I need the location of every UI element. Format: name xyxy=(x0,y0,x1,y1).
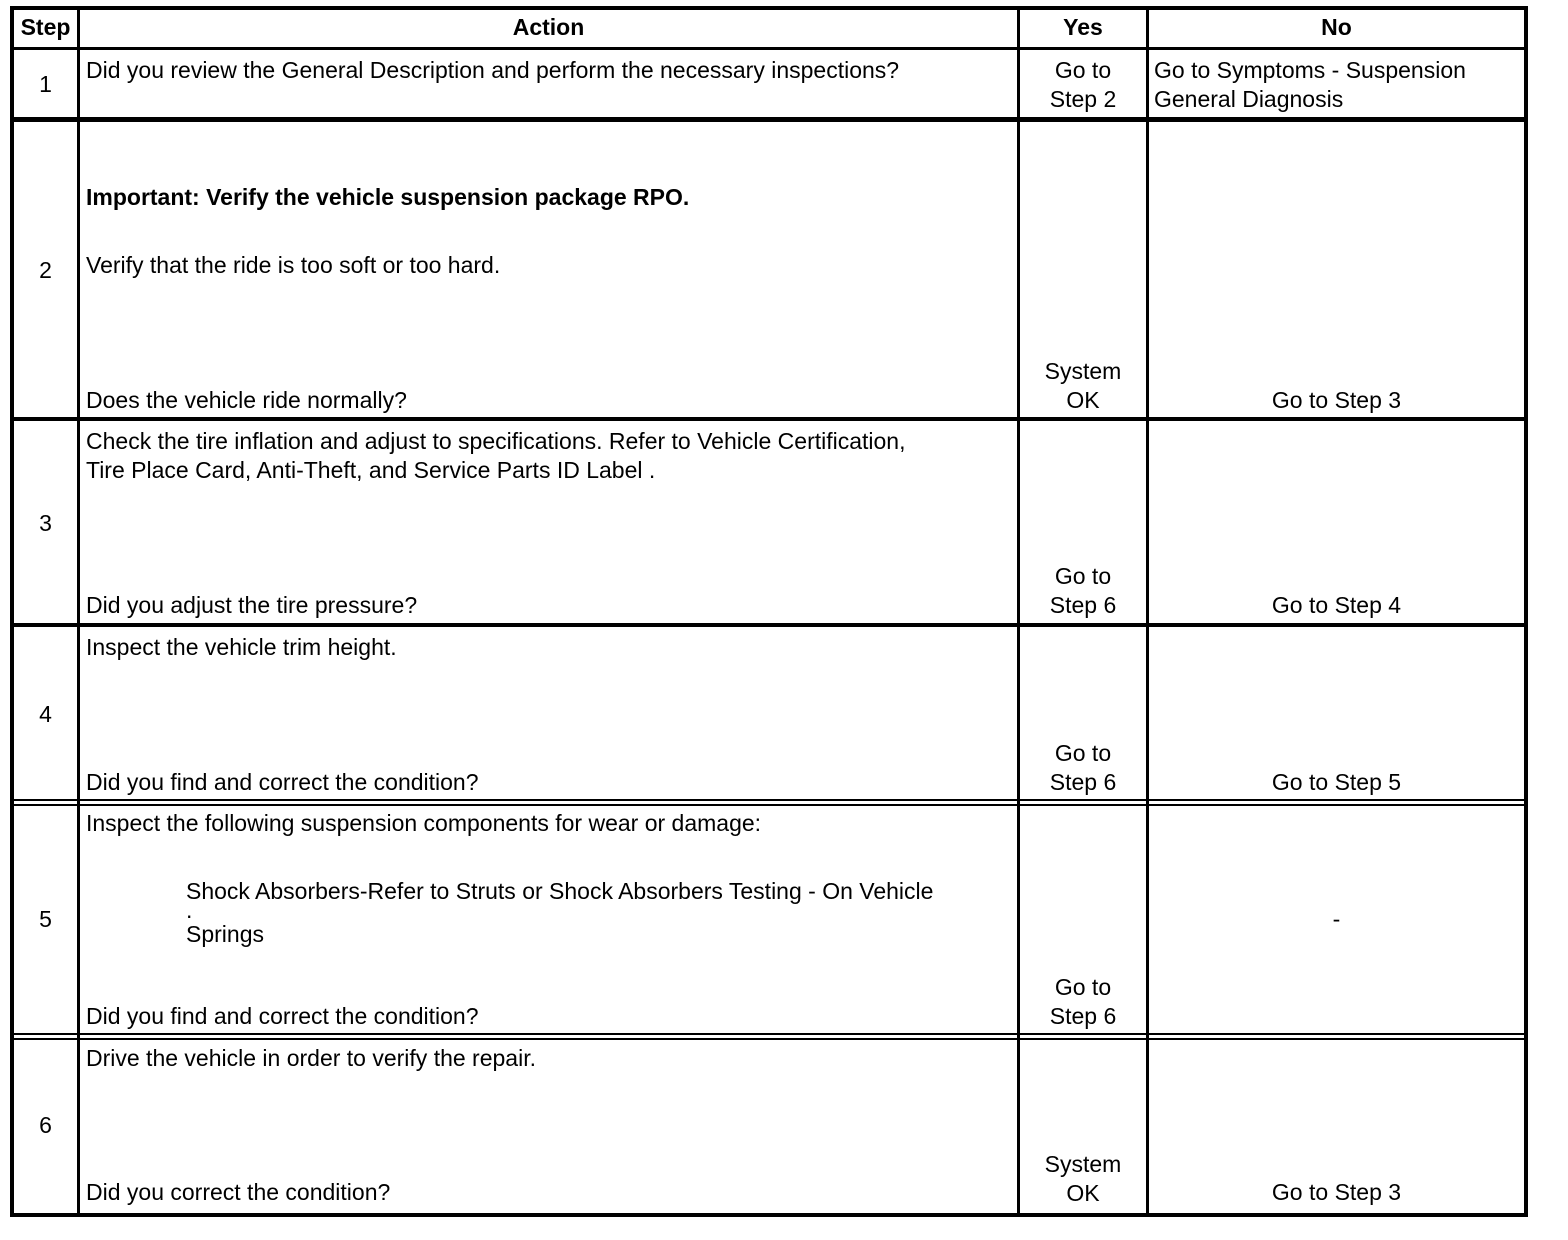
yes-cell xyxy=(1020,973,1146,1030)
yes-line: Go to xyxy=(1054,57,1112,83)
question-text: Did you find and correct the condition? xyxy=(86,1003,479,1029)
yes-cell xyxy=(1020,357,1146,414)
no-cell: Go to Step 3 xyxy=(1271,1179,1402,1205)
no-line: General Diagnosis xyxy=(1154,85,1344,112)
no-line: Go to Symptoms - Suspension xyxy=(1154,57,1466,83)
action-text: Did you review the General Description and perform the necessary inspections? xyxy=(86,57,900,83)
yes-line: OK xyxy=(1066,386,1100,413)
action-text: Inspect the following suspension components for wear or damage: xyxy=(86,810,762,836)
list-item: Springs xyxy=(186,920,264,947)
yes-line: System xyxy=(1044,358,1122,384)
no-cell xyxy=(1154,56,1524,113)
step-number: 2 xyxy=(39,257,52,283)
yes-line: OK xyxy=(1066,1179,1100,1206)
yes-cell xyxy=(1020,739,1146,796)
yes-line: Go to xyxy=(1054,740,1112,766)
step-number: 3 xyxy=(39,510,52,536)
row-divider xyxy=(10,799,1528,806)
row-divider xyxy=(10,47,1528,50)
step-number: 1 xyxy=(39,71,52,97)
header-no: No xyxy=(1321,14,1352,40)
row-divider xyxy=(10,117,1528,122)
action-text: Verify that the ride is too soft or too hard. xyxy=(86,252,501,278)
yes-line: Step 6 xyxy=(1049,1002,1117,1029)
no-cell: - xyxy=(1332,906,1341,932)
row-divider xyxy=(10,417,1528,421)
action-text: Drive the vehicle in order to verify the repair. xyxy=(86,1045,536,1071)
no-cell: Go to Step 4 xyxy=(1271,592,1402,618)
question-text: Did you adjust the tire pressure? xyxy=(86,592,418,618)
yes-line: Step 6 xyxy=(1049,591,1117,618)
action-text xyxy=(86,427,906,484)
no-cell: Go to Step 5 xyxy=(1271,769,1402,795)
question-text: Did you find and correct the condition? xyxy=(86,769,479,795)
table-border-top xyxy=(10,6,1528,10)
yes-line: Go to xyxy=(1054,974,1112,1000)
header-action: Action xyxy=(512,14,585,40)
yes-cell xyxy=(1020,562,1146,619)
action-line: Check the tire inflation and adjust to specifications. Refer to Vehicle Certification, xyxy=(86,428,906,454)
step-number: 4 xyxy=(39,701,52,727)
no-cell: Go to Step 3 xyxy=(1271,387,1402,413)
question-text: Did you correct the condition? xyxy=(86,1179,391,1205)
yes-line: Go to xyxy=(1054,563,1112,589)
list-item: Shock Absorbers-Refer to Struts or Shock Absorbers Testing - On Vehicle xyxy=(186,878,934,904)
step-number: 5 xyxy=(39,906,52,932)
yes-line: Step 2 xyxy=(1049,85,1117,112)
important-note: Important: Verify the vehicle suspension package RPO. xyxy=(86,184,690,210)
row-divider xyxy=(10,623,1528,627)
question-text: Does the vehicle ride normally? xyxy=(86,387,407,413)
component-list xyxy=(186,877,933,948)
action-text: Inspect the vehicle trim height. xyxy=(86,634,397,660)
yes-cell xyxy=(1020,1150,1146,1207)
yes-cell xyxy=(1020,56,1146,113)
action-line: Tire Place Card, Anti-Theft, and Service Parts ID Label . xyxy=(86,456,656,483)
yes-line: Step 6 xyxy=(1049,768,1117,795)
table-border-bottom xyxy=(10,1213,1528,1217)
header-yes: Yes xyxy=(1063,14,1103,40)
header-step: Step xyxy=(20,14,71,40)
step-number: 6 xyxy=(39,1112,52,1138)
row-divider xyxy=(10,1033,1528,1040)
yes-line: System xyxy=(1044,1151,1122,1177)
diagnostic-table xyxy=(10,6,1528,1218)
list-item: . xyxy=(186,896,193,923)
